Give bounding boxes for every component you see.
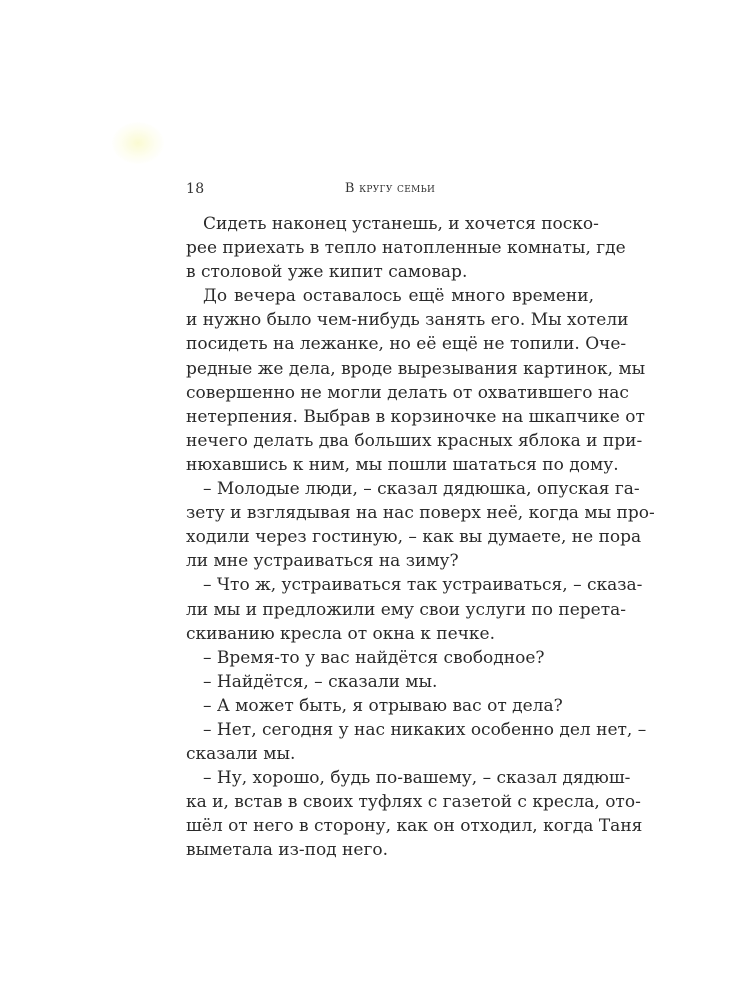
text-line: нюхавшись к ним, мы пошли шататься по дому. (186, 454, 619, 475)
text-line: – А может быть, я отрываю вас от дела? (203, 695, 563, 716)
text-line: нечего делать два больших красных яблока и при- (186, 430, 643, 451)
text-line: Сидеть наконец устанешь, и хочется поско- (203, 214, 599, 234)
chapter-title: В кругу семьи (344, 181, 436, 196)
text-line: выметала из-под него. (186, 840, 388, 861)
text-line: – Ну, хорошо, будь по-вашему, – сказал дядюш- (203, 768, 631, 789)
text-line: До вечера оставалось ещё много времени, (203, 286, 594, 307)
page-number: 18 (186, 181, 205, 197)
text-line: – Найдётся, – сказали мы. (203, 671, 438, 692)
text-line: – Нет, сегодня у нас никаких особенно дел нет, – (203, 719, 647, 740)
text-line: нетерпения. Выбрав в корзиночке на шкапчике от (186, 406, 645, 427)
text-line: зету и взглядывая на нас поверх неё, когда мы про- (186, 503, 655, 524)
text-line: сказали мы. (186, 744, 296, 765)
text-line: рее приехать в тепло натопленные комнаты, где (186, 238, 626, 259)
text-line: ка и, встав в своих туфлях с газетой с кресла, ото- (186, 792, 641, 813)
text-line: шёл от него в сторону, как он отходил, когда Таня (186, 816, 643, 837)
text-line: редные же дела, вроде вырезывания картинок, мы (186, 358, 646, 379)
text-line: и нужно было чем-нибудь занять его. Мы хотели (186, 310, 629, 331)
running-head (186, 181, 594, 199)
text-line: ли мы и предложили ему свои услуги по перета- (186, 599, 627, 620)
text-line: – Время-то у вас найдётся свободное? (203, 647, 545, 668)
text-line: – Молодые люди, – сказал дядюшка, опуская га- (203, 479, 640, 500)
text-line: скиванию кресла от окна к печке. (186, 623, 495, 644)
body-text (186, 212, 655, 863)
text-line: ходили через гостиную, – как вы думаете, не пора (186, 527, 642, 548)
text-line: – Что ж, устраиваться так устраиваться, – сказа- (203, 575, 643, 596)
text-line: в столовой уже кипит самовар. (186, 262, 468, 283)
paper-stain (112, 122, 164, 164)
text-line: совершенно не могли делать от охватившего нас (186, 382, 629, 403)
text-line: ли мне устраиваться на зиму? (186, 551, 459, 572)
text-line: посидеть на лежанке, но её ещё не топили. Оче- (186, 334, 627, 355)
